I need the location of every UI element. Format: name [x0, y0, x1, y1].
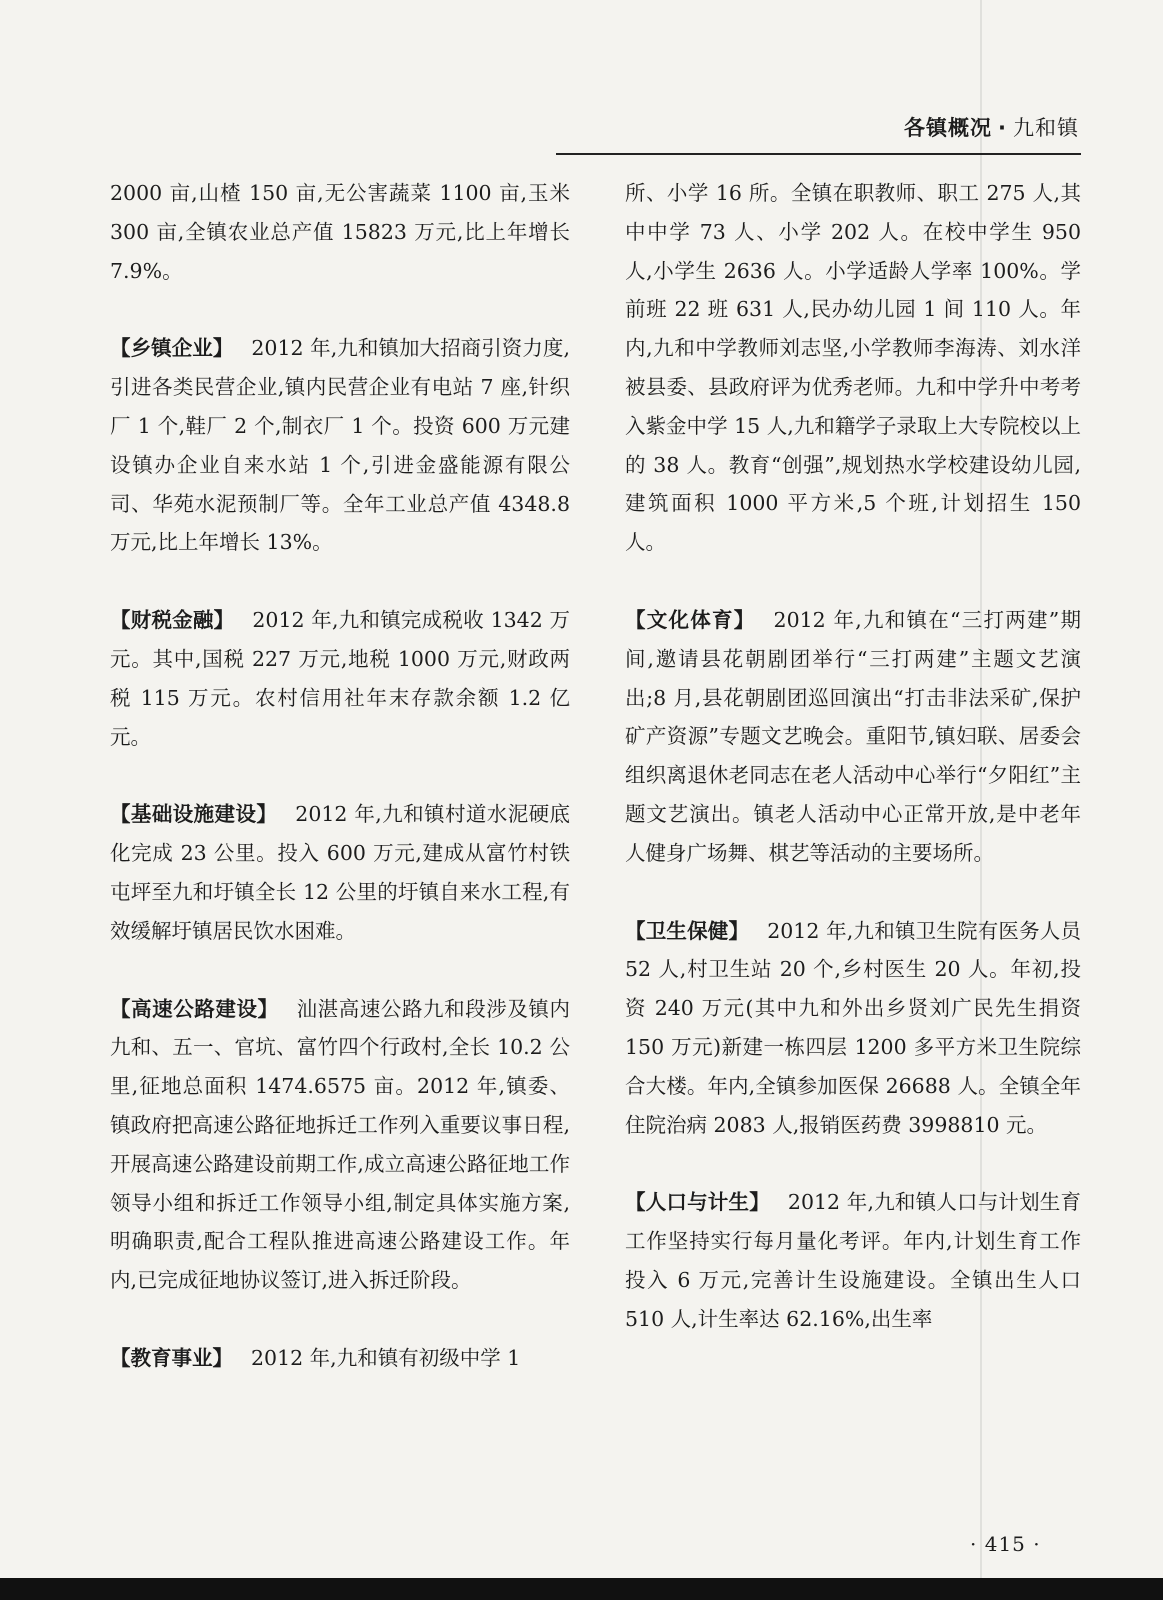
section-heading: 【卫生保健】 — [625, 918, 750, 943]
paragraph — [110, 1339, 570, 1378]
left-column — [110, 174, 570, 1417]
paragraph-text: 2000 亩,山楂 150 亩,无公害蔬菜 1100 亩,玉米 300 亩,全镇农业总产值 15823 万元,比上年增长 7.9%。 — [110, 181, 570, 283]
section-heading: 【教育事业】 — [110, 1345, 233, 1370]
header-rule — [556, 153, 1081, 155]
paragraph — [110, 795, 570, 950]
paragraph-text: 2012 年,九和镇村道水泥硬底化完成 23 公里。投入 600 万元,建成从富竹村铁屯坪至九和圩镇全长 12 公里的圩镇自来水工程,有效缓解圩镇居民饮水困难。 — [110, 802, 571, 943]
section-heading: 【乡镇企业】 — [110, 336, 234, 361]
paragraph — [625, 1183, 1081, 1338]
paragraph — [110, 174, 570, 290]
page-number: · 415 · — [970, 1532, 1041, 1556]
section-heading: 【人口与计生】 — [625, 1190, 770, 1215]
section-heading: 【财税金融】 — [110, 608, 235, 633]
paragraph-text: 所、小学 16 所。全镇在职教师、职工 275 人,其中中学 73 人、小学 202 人。在校中学生 950 人,小学生 2636 人。小学适龄人学率 100%。学前班 22 班 631 人,民办幼儿园 1 间 110 人。年内,九和中学教师刘志坚,小学教师李海涛、刘水洋被县委、县政府评为优秀老师。九和中学升中考考入紫金中学 15 人,九和籍学子录取上大专院校以上的 38 人。教育“创强”,规划热水学校建设幼儿园,建筑面积 1000 平方米,5 个班,计划招生 150 人。 — [625, 181, 1081, 555]
paragraph-text: 2012 年,九和镇加大招商引资力度,引进各类民营企业,镇内民营企业有电站 7 座,针织厂 1 个,鞋厂 2 个,制衣厂 1 个。投资 600 万元建设镇办企业自来水站 1 个,引进金盛能源有限公司、华苑水泥预制厂等。全年工业总产值 4348.8 万元,比上年增长 13%。 — [110, 336, 570, 555]
section-heading: 【高速公路建设】 — [110, 996, 279, 1021]
paragraph — [110, 990, 570, 1300]
paragraph — [625, 174, 1081, 562]
scan-bottom-edge — [0, 1578, 1163, 1600]
paragraph-text: 2012 年,九和镇人口与计划生育工作坚持实行每月量化考评。年内,计划生育工作投入 6 万元,完善计生设施建设。全镇出生人口 510 人,计生率达 62.16%,出生率 — [625, 1190, 1082, 1331]
running-header — [904, 112, 1079, 142]
paragraph — [110, 329, 570, 562]
paragraph-text: 2012 年,九和镇完成税收 1342 万元。其中,国税 227 万元,地税 1000 万元,财政两税 115 万元。农村信用社年末存款余额 1.2 亿元。 — [110, 608, 570, 749]
header-section: 各镇概况 — [904, 116, 993, 140]
paragraph-text: 汕湛高速公路九和段涉及镇内九和、五一、官坑、富竹四个行政村,全长 10.2 公里,征地总面积 1474.6575 亩。2012 年,镇委、镇政府把高速公路征地拆迁工作列入重要议事日程,开展高速公路建设前期工作,成立高速公路征地工作领导小组和拆迁工作领导小组,制定具体实施方案,明确职责,配合工程队推进高速公路建设工作。年内,已完成征地协议签订,进入拆迁阶段。 — [110, 996, 571, 1293]
paragraph — [625, 912, 1081, 1145]
paragraph — [110, 601, 570, 756]
section-heading: 【文化体育】 — [625, 607, 756, 632]
paragraph-text: 2012 年,九和镇卫生院有医务人员 52 人,村卫生站 20 个,乡村医生 20 人。年初,投资 240 万元(其中九和外出乡贤刘广民先生捐资 150 万元)新建一栋四层 1200 多平方米卫生院综合大楼。年内,全镇参加医保 26688 人。全镇全年住院治病 2083 人,报销医药费 3998810 元。 — [625, 918, 1082, 1137]
paragraph-text: 2012 年,九和镇有初级中学 1 — [251, 1345, 521, 1370]
header-place: 九和镇 — [1013, 116, 1079, 140]
paragraph — [625, 601, 1081, 873]
right-column — [625, 174, 1081, 1378]
header-separator: · — [998, 116, 1007, 140]
paragraph-text: 2012 年,九和镇在“三打两建”期间,邀请县花朝剧团举行“三打两建”主题文艺演出;8 月,县花朝剧团巡回演出“打击非法采矿,保护矿产资源”专题文艺晚会。重阳节,镇妇联、居委会组织离退休老同志在老人活动中心举行“夕阳红”主题文艺演出。镇老人活动中心正常开放,是中老年人健身广场舞、棋艺等活动的主要场所。 — [625, 607, 1081, 865]
section-heading: 【基础设施建设】 — [110, 802, 278, 827]
